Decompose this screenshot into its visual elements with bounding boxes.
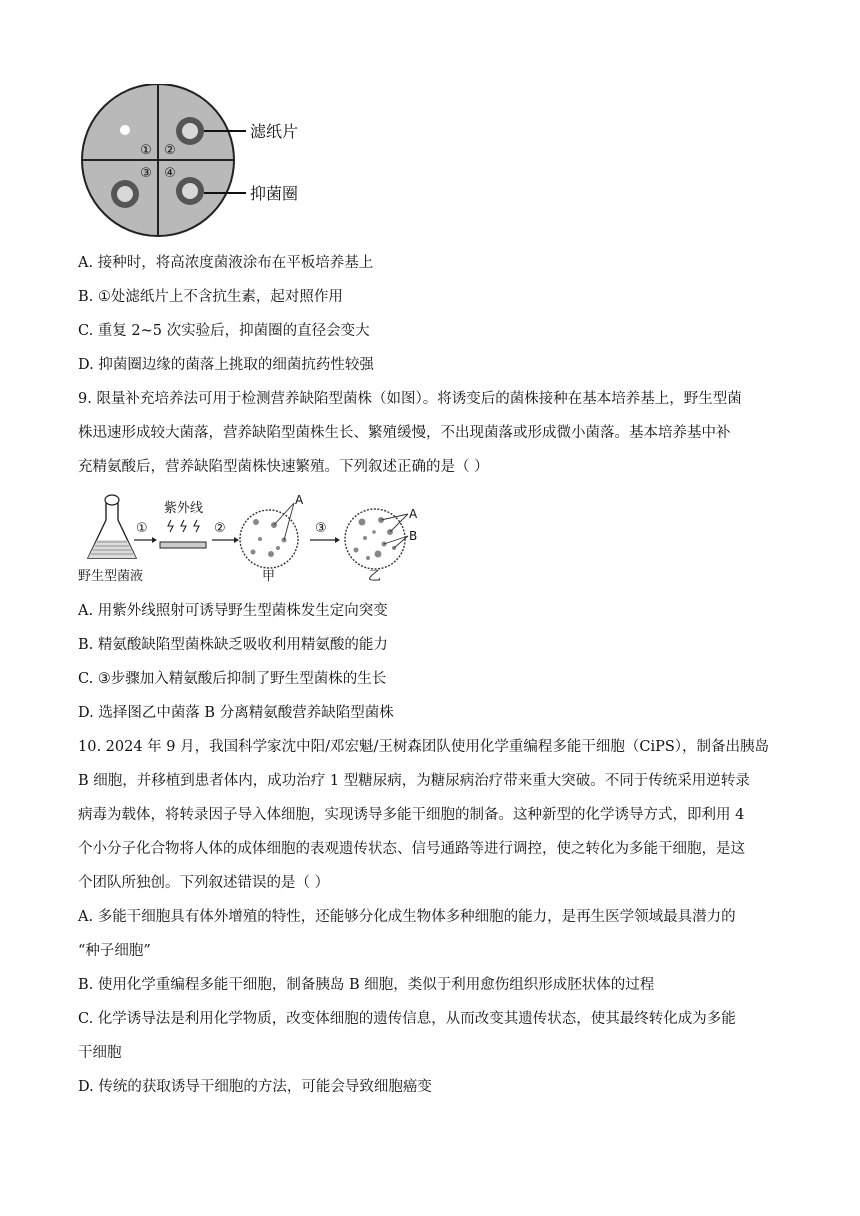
q9-stem-line-1: 9. 限量补充培养法可用于检测营养缺陷型菌株（如图）。将诱变后的菌株接种在基本培养基上，野生型菌 — [78, 391, 742, 407]
dish-jia-colony-a: A — [295, 493, 304, 507]
quadrant-label-4: ④ — [164, 166, 176, 181]
uv-dish-icon — [160, 542, 206, 548]
filter-paper-1 — [120, 125, 130, 135]
quadrant-label-2: ② — [164, 143, 176, 158]
q10-option-b: B. 使用化学重编程多能干细胞，制备胰岛 B 细胞，类似于利用愈伤组织形成胚状体的过程 — [78, 977, 655, 993]
step-1-label: ① — [136, 521, 148, 536]
q8-option-d: D. 抑菌圈边缘的菌落上挑取的细菌抗药性较强 — [78, 357, 374, 373]
q9-option-c: C. ③步骤加入精氨酸后抑制了野生型菌株的生长 — [78, 671, 387, 687]
q8-option-c: C. 重复 2~5 次实验后，抑菌圈的直径会变大 — [78, 323, 370, 339]
q8-option-a: A. 接种时，将高浓度菌液涂布在平板培养基上 — [78, 255, 374, 271]
q9-option-a: A. 用紫外线照射可诱导野生型菌株发生定向突变 — [78, 603, 388, 619]
inhibition-zone-label: 抑菌圈 — [250, 184, 299, 203]
petri-dish-figure — [78, 84, 318, 244]
dish-yi-colony-b: B — [409, 529, 418, 543]
q10-stem-line-3: 病毒为载体，将转录因子导入体细胞，实现诱导多能干细胞的制备。这种新型的化学诱导方式，即利用 4 — [78, 807, 745, 823]
q10-option-c-line-2: 干细胞 — [78, 1045, 122, 1061]
filter-paper-label: 滤纸片 — [250, 122, 299, 141]
q10-stem-line-4: 个小分子化合物将人体的成体细胞的表观遗传状态、信号通路等进行调控，使之转化为多能干细胞，是这 — [78, 841, 745, 857]
q10-stem-line-1: 10. 2024 年 9 月，我国科学家沈中阳/邓宏魁/王树森团队使用化学重编程多能干细胞（CiPS），制备出胰岛 — [78, 739, 770, 755]
q9-option-d: D. 选择图乙中菌落 B 分离精氨酸营养缺陷型菌株 — [78, 705, 394, 721]
quadrant-label-1: ① — [140, 143, 152, 158]
quadrant-label-3: ③ — [140, 166, 152, 181]
q8-option-b: B. ①处滤纸片上不含抗生素，起对照作用 — [78, 289, 343, 305]
q9-stem-line-3: 充精氨酸后，营养缺陷型菌株快速繁殖。下列叙述正确的是（ ） — [78, 459, 489, 475]
step-2-label: ② — [214, 521, 226, 536]
q10-option-c-line-1: C. 化学诱导法是利用化学物质，改变体细胞的遗传信息，从而改变其遗传状态，使其最终转化成为多能 — [78, 1011, 736, 1027]
q9-option-b: B. 精氨酸缺陷型菌株缺乏吸收利用精氨酸的能力 — [78, 637, 388, 653]
q10-option-d: D. 传统的获取诱导干细胞的方法，可能会导致细胞癌变 — [78, 1079, 432, 1095]
dish-yi-label: 乙 — [368, 569, 382, 584]
q10-stem-line-5: 个团队所独创。下列叙述错误的是（ ） — [78, 875, 330, 891]
dish-yi — [345, 509, 408, 569]
q9-stem-line-2: 株迅速形成较大菌落，营养缺陷型菌株生长、繁殖缓慢，不出现菌落或形成微小菌落。基本培养基中补 — [78, 425, 731, 441]
q10-stem-line-2: B 细胞，并移植到患者体内，成功治疗 1 型糖尿病，为糖尿病治疗带来重大突破。不同于传统采用逆转录 — [78, 773, 750, 789]
mutagenesis-figure — [78, 492, 438, 587]
flask-label: 野生型菌液 — [78, 569, 144, 584]
dish-jia-label: 甲 — [262, 569, 276, 584]
dish-yi-colony-a: A — [409, 507, 418, 521]
q10-option-a-line-1: A. 多能干细胞具有体外增殖的特性，还能够分化成生物体多种细胞的能力，是再生医学领域最具潜力的 — [78, 909, 736, 925]
q10-option-a-line-2: “种子细胞” — [78, 943, 151, 959]
flask-icon — [88, 495, 136, 558]
step-3-label: ③ — [315, 521, 327, 536]
uv-label: 紫外线 — [164, 501, 204, 516]
dish-jia — [240, 503, 298, 568]
